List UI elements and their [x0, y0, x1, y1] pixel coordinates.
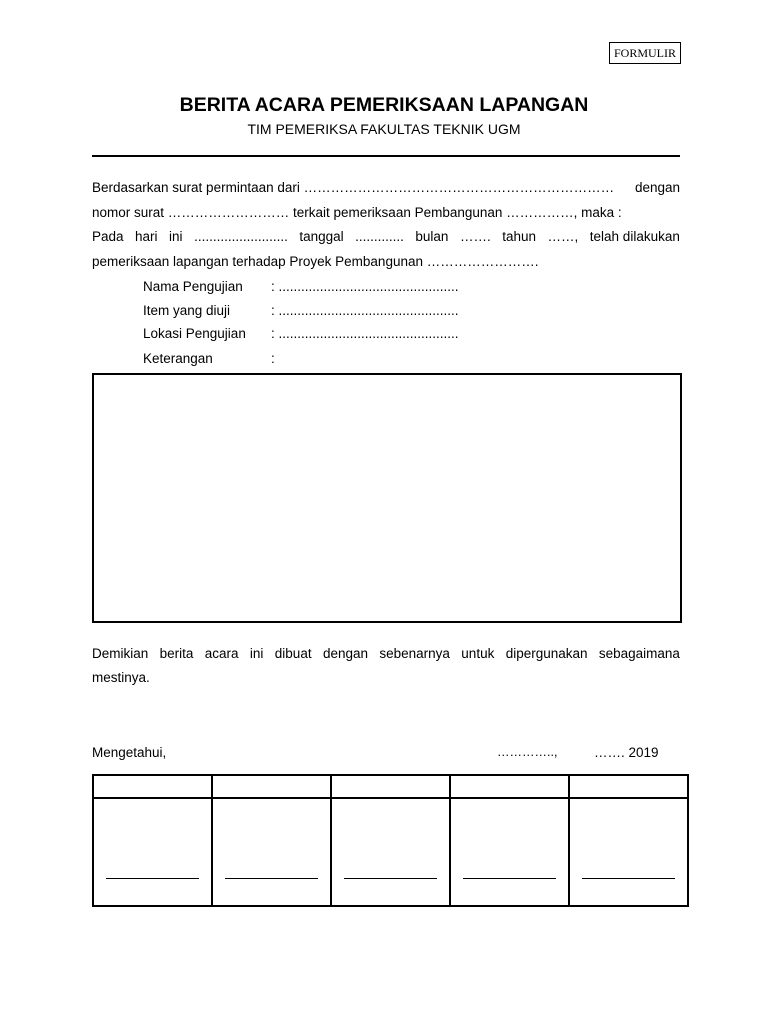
signature-line — [106, 878, 199, 879]
closing-word: ini — [249, 646, 264, 661]
acknowledged-label: Mengetahui, — [92, 745, 167, 760]
signature-header-cell[interactable] — [93, 775, 212, 798]
date-place: ………….., — [497, 745, 558, 759]
signature-header-row — [93, 775, 688, 798]
notes-box[interactable] — [92, 373, 682, 623]
form-badge: FORMULIR — [609, 42, 681, 64]
intro-word: tanggal — [299, 229, 344, 244]
signature-cell[interactable] — [93, 798, 212, 906]
intro-line-1-text: Berdasarkan surat permintaan dari …………………………………………………………… — [92, 180, 615, 195]
closing-line-1 — [92, 646, 680, 661]
intro-word: Pada — [92, 229, 124, 244]
date-year: ……. 2019 — [594, 745, 659, 760]
intro-line-2: nomor surat ……………………… terkait pemeriksaan Pembangunan ……………, maka : — [92, 205, 622, 220]
signature-header-cell[interactable] — [331, 775, 450, 798]
intro-line-1 — [92, 180, 680, 195]
signature-table — [92, 774, 689, 907]
closing-word: dibuat — [274, 646, 312, 661]
document-subtitle: TIM PEMERIKSA FAKULTAS TEKNIK UGM — [247, 121, 521, 137]
field-value-item-diuji: : ................................................ — [271, 303, 459, 318]
signature-cell[interactable] — [331, 798, 450, 906]
intro-word: ............. — [355, 229, 404, 244]
intro-line-4: pemeriksaan lapangan terhadap Proyek Pembangunan ……………………. — [92, 254, 539, 269]
signature-line — [582, 878, 675, 879]
intro-word: ini — [169, 229, 183, 244]
closing-word: berita — [159, 646, 194, 661]
intro-word: telah dilakukan — [589, 229, 680, 244]
intro-word: ......................... — [194, 229, 288, 244]
signature-cell[interactable] — [450, 798, 569, 906]
signature-header-cell[interactable] — [450, 775, 569, 798]
document-title: BERITA ACARA PEMERIKSAAN LAPANGAN — [179, 94, 589, 116]
closing-word: dengan — [322, 646, 369, 661]
signature-cell[interactable] — [212, 798, 331, 906]
intro-word: ……, — [547, 229, 579, 244]
signature-header-cell[interactable] — [212, 775, 331, 798]
intro-word: bulan — [415, 229, 449, 244]
intro-word: hari — [135, 229, 158, 244]
field-label-keterangan: Keterangan — [143, 351, 213, 366]
field-label-nama-pengujian: Nama Pengujian — [143, 279, 243, 294]
signature-cell[interactable] — [569, 798, 688, 906]
intro-word: ……. — [459, 229, 491, 244]
signature-line — [225, 878, 318, 879]
closing-word: dipergunakan — [505, 646, 588, 661]
signature-body-row — [93, 798, 688, 906]
closing-line-2: mestinya. — [92, 670, 150, 685]
signature-line — [344, 878, 437, 879]
field-label-item-diuji: Item yang diuji — [143, 303, 231, 318]
field-label-lokasi-pengujian: Lokasi Pengujian — [143, 326, 246, 341]
intro-line-3 — [92, 229, 680, 244]
closing-word: sebenarnya — [379, 646, 450, 661]
closing-word: untuk — [461, 646, 495, 661]
intro-word: tahun — [502, 229, 537, 244]
intro-line-1-end: dengan — [634, 180, 680, 195]
signature-header-cell[interactable] — [569, 775, 688, 798]
closing-word: Demikian — [92, 646, 149, 661]
title-divider — [92, 155, 680, 157]
field-value-lokasi-pengujian: : ................................................ — [271, 326, 459, 341]
closing-word: sebagaimana — [598, 646, 680, 661]
field-value-nama-pengujian: : ................................................ — [271, 279, 459, 294]
closing-word: acara — [204, 646, 239, 661]
field-value-keterangan: : — [271, 351, 275, 366]
signature-line — [463, 878, 556, 879]
